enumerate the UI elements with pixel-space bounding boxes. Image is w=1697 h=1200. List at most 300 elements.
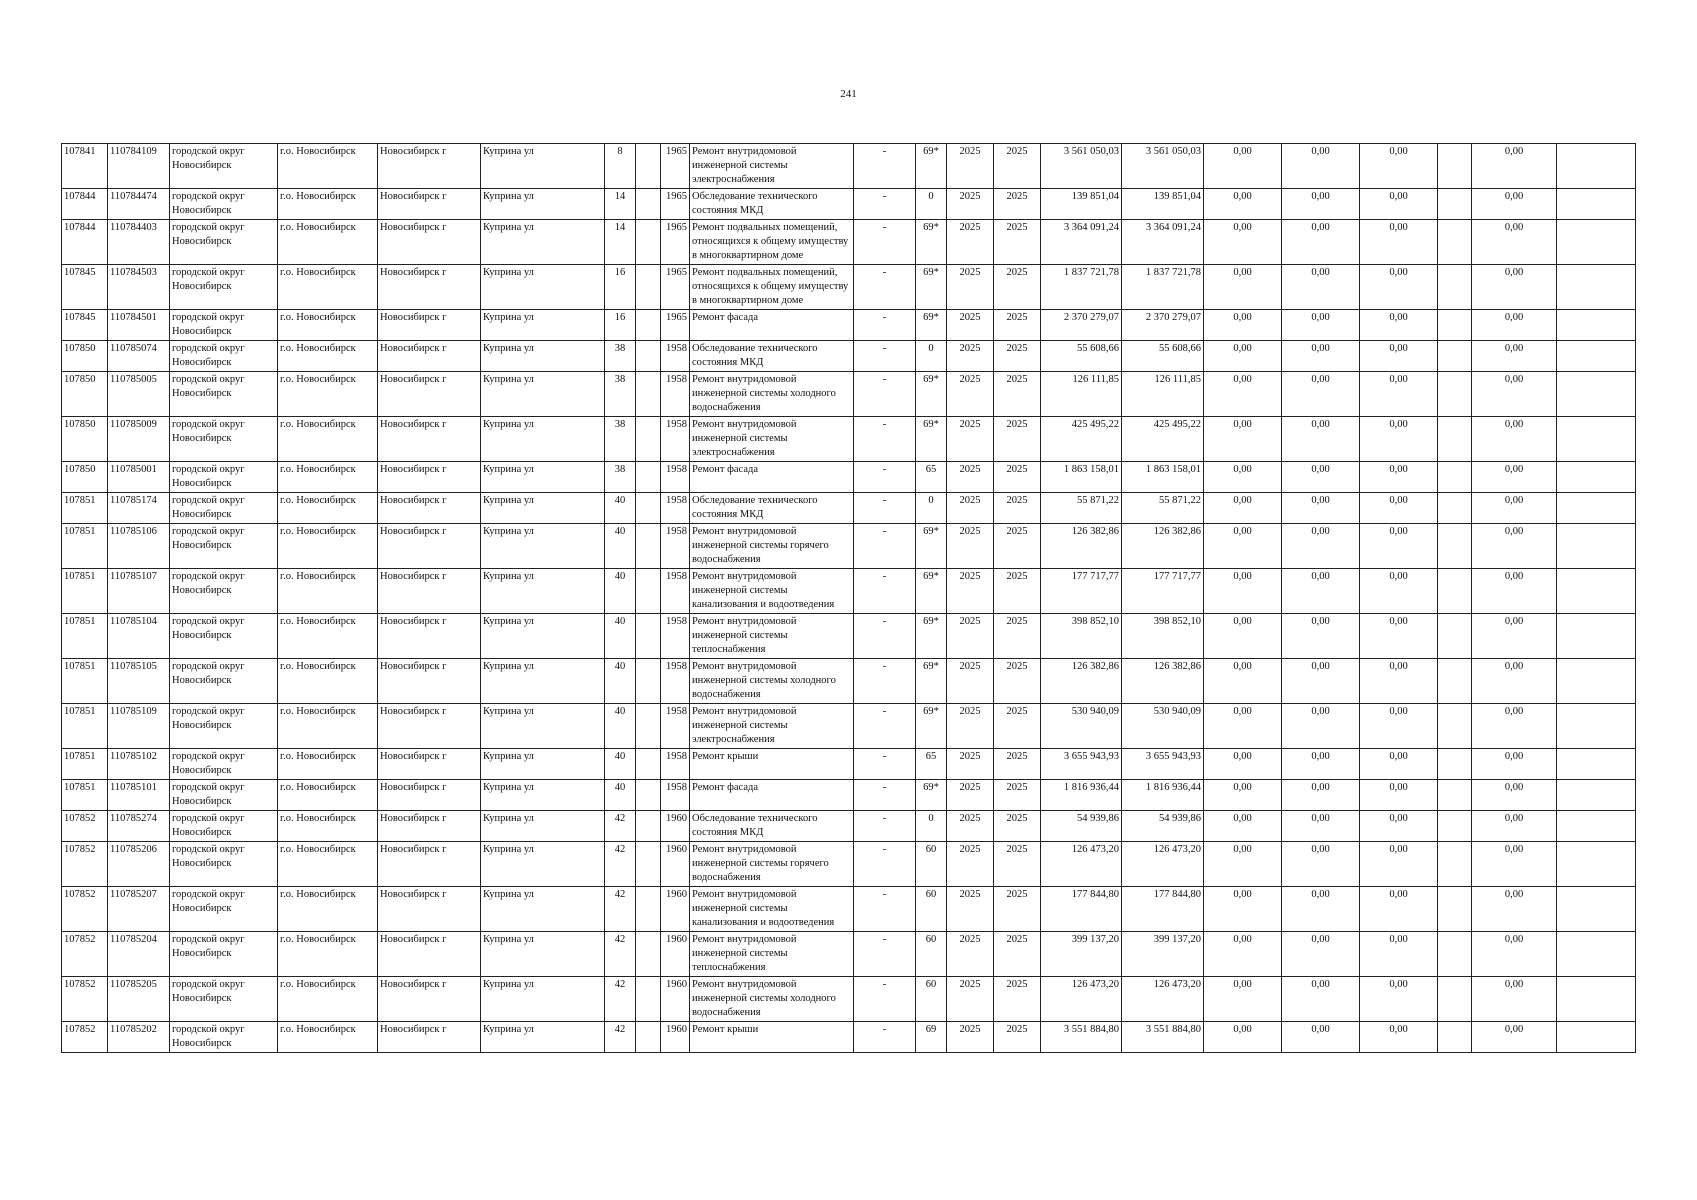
empty-cell: [1557, 780, 1636, 811]
amount-cell: 0,00: [1282, 493, 1360, 524]
municipality-cell: городской округ Новосибирск: [170, 341, 278, 372]
municipality-cell: городской округ Новосибирск: [170, 417, 278, 462]
wear-cell: 60: [916, 887, 947, 932]
table-row: [62, 811, 1636, 842]
amount-cell: 0,00: [1472, 462, 1557, 493]
municipality-cell: городской округ Новосибирск: [170, 932, 278, 977]
city-cell: Новосибирск г: [378, 372, 481, 417]
year-end-cell: 2025: [994, 265, 1041, 310]
amount-cell: 0,00: [1472, 341, 1557, 372]
house-number-cell: 42: [605, 932, 636, 977]
cost-fund-cell: 3 551 884,80: [1122, 1022, 1204, 1053]
cost-total-cell: 1 837 721,78: [1041, 265, 1122, 310]
object-id-cell: 107845: [62, 265, 108, 310]
city-cell: Новосибирск г: [378, 524, 481, 569]
amount-cell: 0,00: [1204, 341, 1282, 372]
dash-cell: -: [854, 462, 916, 493]
district-cell: г.о. Новосибирск: [278, 1022, 378, 1053]
amount-cell: 0,00: [1282, 811, 1360, 842]
street-cell: Куприна ул: [481, 310, 605, 341]
amount-cell: 0,00: [1204, 310, 1282, 341]
empty-cell: [1557, 842, 1636, 887]
amount-cell: 0,00: [1282, 144, 1360, 189]
amount-cell: 0,00: [1360, 569, 1438, 614]
house-number-cell: 38: [605, 372, 636, 417]
house-number-cell: 42: [605, 1022, 636, 1053]
year-built-cell: 1965: [661, 265, 690, 310]
work-id-cell: 110784109: [108, 144, 170, 189]
building-cell: [636, 842, 661, 887]
work-type-cell: Обследование технического состояния МКД: [690, 341, 854, 372]
object-id-cell: 107851: [62, 493, 108, 524]
empty-cell: [1557, 341, 1636, 372]
amount-cell: 0,00: [1204, 462, 1282, 493]
municipality-cell: городской округ Новосибирск: [170, 614, 278, 659]
empty-cell: [1557, 932, 1636, 977]
amount-cell: 0,00: [1472, 887, 1557, 932]
empty-cell: [1557, 1022, 1636, 1053]
empty-cell: [1438, 341, 1472, 372]
year-start-cell: 2025: [947, 614, 994, 659]
work-type-cell: Ремонт внутридомовой инженерной системы теплоснабжения: [690, 614, 854, 659]
city-cell: Новосибирск г: [378, 932, 481, 977]
empty-cell: [1557, 417, 1636, 462]
table-row: [62, 887, 1636, 932]
page-number: 241: [840, 88, 857, 100]
dash-cell: -: [854, 417, 916, 462]
work-id-cell: 110785101: [108, 780, 170, 811]
cost-fund-cell: 398 852,10: [1122, 614, 1204, 659]
year-built-cell: 1958: [661, 372, 690, 417]
district-cell: г.о. Новосибирск: [278, 780, 378, 811]
table-row: [62, 704, 1636, 749]
cost-total-cell: 126 473,20: [1041, 842, 1122, 887]
wear-cell: 69*: [916, 144, 947, 189]
dash-cell: -: [854, 842, 916, 887]
amount-cell: 0,00: [1282, 372, 1360, 417]
municipality-cell: городской округ Новосибирск: [170, 493, 278, 524]
empty-cell: [1557, 372, 1636, 417]
city-cell: Новосибирск г: [378, 341, 481, 372]
empty-cell: [1438, 493, 1472, 524]
object-id-cell: 107851: [62, 780, 108, 811]
cost-fund-cell: 126 382,86: [1122, 659, 1204, 704]
table-row: [62, 310, 1636, 341]
dash-cell: -: [854, 493, 916, 524]
object-id-cell: 107851: [62, 569, 108, 614]
dash-cell: -: [854, 372, 916, 417]
year-end-cell: 2025: [994, 659, 1041, 704]
municipality-cell: городской округ Новосибирск: [170, 704, 278, 749]
work-type-cell: Ремонт подвальных помещений, относящихся к общему имуществу в многоквартирном доме: [690, 265, 854, 310]
table-row: [62, 265, 1636, 310]
cost-total-cell: 177 717,77: [1041, 569, 1122, 614]
work-type-cell: Обследование технического состояния МКД: [690, 493, 854, 524]
district-cell: г.о. Новосибирск: [278, 887, 378, 932]
object-id-cell: 107850: [62, 417, 108, 462]
street-cell: Куприна ул: [481, 417, 605, 462]
municipality-cell: городской округ Новосибирск: [170, 569, 278, 614]
building-cell: [636, 417, 661, 462]
table-row: [62, 372, 1636, 417]
year-start-cell: 2025: [947, 704, 994, 749]
cost-total-cell: 3 655 943,93: [1041, 749, 1122, 780]
cost-total-cell: 177 844,80: [1041, 887, 1122, 932]
amount-cell: 0,00: [1472, 189, 1557, 220]
amount-cell: 0,00: [1472, 1022, 1557, 1053]
amount-cell: 0,00: [1204, 189, 1282, 220]
work-id-cell: 110785104: [108, 614, 170, 659]
year-end-cell: 2025: [994, 749, 1041, 780]
amount-cell: 0,00: [1204, 417, 1282, 462]
repair-register-table: [61, 143, 1636, 1053]
work-id-cell: 110785174: [108, 493, 170, 524]
cost-total-cell: 1 863 158,01: [1041, 462, 1122, 493]
empty-cell: [1438, 811, 1472, 842]
object-id-cell: 107844: [62, 220, 108, 265]
cost-fund-cell: 126 382,86: [1122, 524, 1204, 569]
city-cell: Новосибирск г: [378, 749, 481, 780]
work-type-cell: Ремонт внутридомовой инженерной системы электроснабжения: [690, 144, 854, 189]
wear-cell: 60: [916, 932, 947, 977]
cost-total-cell: 54 939,86: [1041, 811, 1122, 842]
empty-cell: [1557, 524, 1636, 569]
dash-cell: -: [854, 932, 916, 977]
empty-cell: [1557, 144, 1636, 189]
work-type-cell: Ремонт внутридомовой инженерной системы горячего водоснабжения: [690, 842, 854, 887]
amount-cell: 0,00: [1472, 659, 1557, 704]
amount-cell: 0,00: [1204, 220, 1282, 265]
cost-fund-cell: 530 940,09: [1122, 704, 1204, 749]
year-start-cell: 2025: [947, 1022, 994, 1053]
amount-cell: 0,00: [1204, 704, 1282, 749]
work-id-cell: 110784503: [108, 265, 170, 310]
wear-cell: 69*: [916, 417, 947, 462]
house-number-cell: 42: [605, 811, 636, 842]
amount-cell: 0,00: [1204, 524, 1282, 569]
city-cell: Новосибирск г: [378, 310, 481, 341]
amount-cell: 0,00: [1282, 704, 1360, 749]
work-type-cell: Ремонт фасада: [690, 310, 854, 341]
amount-cell: 0,00: [1282, 189, 1360, 220]
district-cell: г.о. Новосибирск: [278, 811, 378, 842]
table-row: [62, 569, 1636, 614]
cost-total-cell: 1 816 936,44: [1041, 780, 1122, 811]
cost-total-cell: 3 561 050,03: [1041, 144, 1122, 189]
house-number-cell: 40: [605, 704, 636, 749]
house-number-cell: 40: [605, 780, 636, 811]
year-end-cell: 2025: [994, 493, 1041, 524]
dash-cell: -: [854, 749, 916, 780]
street-cell: Куприна ул: [481, 1022, 605, 1053]
building-cell: [636, 1022, 661, 1053]
cost-fund-cell: 177 844,80: [1122, 887, 1204, 932]
street-cell: Куприна ул: [481, 887, 605, 932]
wear-cell: 0: [916, 493, 947, 524]
amount-cell: 0,00: [1360, 220, 1438, 265]
amount-cell: 0,00: [1360, 493, 1438, 524]
year-end-cell: 2025: [994, 780, 1041, 811]
building-cell: [636, 493, 661, 524]
year-built-cell: 1960: [661, 932, 690, 977]
cost-total-cell: 126 382,86: [1041, 659, 1122, 704]
empty-cell: [1438, 842, 1472, 887]
year-start-cell: 2025: [947, 811, 994, 842]
amount-cell: 0,00: [1282, 462, 1360, 493]
district-cell: г.о. Новосибирск: [278, 932, 378, 977]
year-built-cell: 1960: [661, 977, 690, 1022]
work-id-cell: 110785204: [108, 932, 170, 977]
wear-cell: 0: [916, 811, 947, 842]
empty-cell: [1438, 977, 1472, 1022]
wear-cell: 69*: [916, 220, 947, 265]
work-id-cell: 110785207: [108, 887, 170, 932]
work-id-cell: 110785105: [108, 659, 170, 704]
object-id-cell: 107850: [62, 462, 108, 493]
wear-cell: 0: [916, 189, 947, 220]
empty-cell: [1438, 659, 1472, 704]
dash-cell: -: [854, 977, 916, 1022]
year-built-cell: 1958: [661, 524, 690, 569]
municipality-cell: городской округ Новосибирск: [170, 842, 278, 887]
year-end-cell: 2025: [994, 704, 1041, 749]
street-cell: Куприна ул: [481, 220, 605, 265]
empty-cell: [1557, 887, 1636, 932]
amount-cell: 0,00: [1360, 372, 1438, 417]
amount-cell: 0,00: [1472, 704, 1557, 749]
amount-cell: 0,00: [1360, 659, 1438, 704]
amount-cell: 0,00: [1472, 524, 1557, 569]
empty-cell: [1557, 220, 1636, 265]
street-cell: Куприна ул: [481, 341, 605, 372]
municipality-cell: городской округ Новосибирск: [170, 220, 278, 265]
district-cell: г.о. Новосибирск: [278, 614, 378, 659]
year-built-cell: 1960: [661, 842, 690, 887]
cost-fund-cell: 3 655 943,93: [1122, 749, 1204, 780]
amount-cell: 0,00: [1472, 220, 1557, 265]
municipality-cell: городской округ Новосибирск: [170, 310, 278, 341]
amount-cell: 0,00: [1360, 614, 1438, 659]
empty-cell: [1557, 265, 1636, 310]
dash-cell: -: [854, 341, 916, 372]
amount-cell: 0,00: [1282, 932, 1360, 977]
table-row: [62, 749, 1636, 780]
empty-cell: [1438, 614, 1472, 659]
object-id-cell: 107851: [62, 704, 108, 749]
year-start-cell: 2025: [947, 310, 994, 341]
dash-cell: -: [854, 569, 916, 614]
year-end-cell: 2025: [994, 569, 1041, 614]
wear-cell: 69*: [916, 614, 947, 659]
amount-cell: 0,00: [1282, 659, 1360, 704]
street-cell: Куприна ул: [481, 811, 605, 842]
year-start-cell: 2025: [947, 932, 994, 977]
amount-cell: 0,00: [1360, 749, 1438, 780]
municipality-cell: городской округ Новосибирск: [170, 265, 278, 310]
year-built-cell: 1965: [661, 310, 690, 341]
object-id-cell: 107850: [62, 372, 108, 417]
year-start-cell: 2025: [947, 144, 994, 189]
street-cell: Куприна ул: [481, 932, 605, 977]
municipality-cell: городской округ Новосибирск: [170, 811, 278, 842]
dash-cell: -: [854, 704, 916, 749]
object-id-cell: 107841: [62, 144, 108, 189]
empty-cell: [1438, 887, 1472, 932]
amount-cell: 0,00: [1360, 310, 1438, 341]
work-type-cell: Ремонт внутридомовой инженерной системы теплоснабжения: [690, 932, 854, 977]
table-row: [62, 977, 1636, 1022]
dash-cell: -: [854, 811, 916, 842]
city-cell: Новосибирск г: [378, 780, 481, 811]
amount-cell: 0,00: [1360, 704, 1438, 749]
house-number-cell: 14: [605, 189, 636, 220]
amount-cell: 0,00: [1204, 614, 1282, 659]
city-cell: Новосибирск г: [378, 704, 481, 749]
work-id-cell: 110785009: [108, 417, 170, 462]
house-number-cell: 14: [605, 220, 636, 265]
wear-cell: 60: [916, 977, 947, 1022]
amount-cell: 0,00: [1360, 144, 1438, 189]
amount-cell: 0,00: [1282, 614, 1360, 659]
amount-cell: 0,00: [1204, 842, 1282, 887]
amount-cell: 0,00: [1360, 265, 1438, 310]
cost-fund-cell: 2 370 279,07: [1122, 310, 1204, 341]
year-end-cell: 2025: [994, 887, 1041, 932]
house-number-cell: 38: [605, 341, 636, 372]
year-start-cell: 2025: [947, 524, 994, 569]
street-cell: Куприна ул: [481, 842, 605, 887]
work-type-cell: Ремонт внутридомовой инженерной системы холодного водоснабжения: [690, 659, 854, 704]
municipality-cell: городской округ Новосибирск: [170, 144, 278, 189]
work-type-cell: Ремонт внутридомовой инженерной системы горячего водоснабжения: [690, 524, 854, 569]
district-cell: г.о. Новосибирск: [278, 310, 378, 341]
amount-cell: 0,00: [1360, 341, 1438, 372]
year-end-cell: 2025: [994, 310, 1041, 341]
year-end-cell: 2025: [994, 811, 1041, 842]
year-end-cell: 2025: [994, 932, 1041, 977]
district-cell: г.о. Новосибирск: [278, 524, 378, 569]
empty-cell: [1438, 310, 1472, 341]
municipality-cell: городской округ Новосибирск: [170, 524, 278, 569]
year-start-cell: 2025: [947, 265, 994, 310]
year-built-cell: 1958: [661, 780, 690, 811]
amount-cell: 0,00: [1282, 265, 1360, 310]
street-cell: Куприна ул: [481, 614, 605, 659]
street-cell: Куприна ул: [481, 493, 605, 524]
amount-cell: 0,00: [1282, 842, 1360, 887]
amount-cell: 0,00: [1472, 749, 1557, 780]
city-cell: Новосибирск г: [378, 189, 481, 220]
year-end-cell: 2025: [994, 614, 1041, 659]
building-cell: [636, 659, 661, 704]
amount-cell: 0,00: [1472, 842, 1557, 887]
dash-cell: -: [854, 524, 916, 569]
year-built-cell: 1958: [661, 659, 690, 704]
empty-cell: [1438, 1022, 1472, 1053]
empty-cell: [1557, 493, 1636, 524]
district-cell: г.о. Новосибирск: [278, 493, 378, 524]
city-cell: Новосибирск г: [378, 659, 481, 704]
empty-cell: [1557, 189, 1636, 220]
building-cell: [636, 749, 661, 780]
empty-cell: [1438, 524, 1472, 569]
building-cell: [636, 977, 661, 1022]
house-number-cell: 38: [605, 417, 636, 462]
building-cell: [636, 524, 661, 569]
municipality-cell: городской округ Новосибирск: [170, 780, 278, 811]
table-row: [62, 842, 1636, 887]
city-cell: Новосибирск г: [378, 265, 481, 310]
amount-cell: 0,00: [1360, 417, 1438, 462]
amount-cell: 0,00: [1282, 524, 1360, 569]
cost-total-cell: 126 473,20: [1041, 977, 1122, 1022]
object-id-cell: 107844: [62, 189, 108, 220]
district-cell: г.о. Новосибирск: [278, 189, 378, 220]
street-cell: Куприна ул: [481, 372, 605, 417]
year-end-cell: 2025: [994, 462, 1041, 493]
work-type-cell: Ремонт крыши: [690, 1022, 854, 1053]
dash-cell: -: [854, 659, 916, 704]
building-cell: [636, 310, 661, 341]
amount-cell: 0,00: [1360, 189, 1438, 220]
work-type-cell: Ремонт внутридомовой инженерной системы электроснабжения: [690, 417, 854, 462]
dash-cell: -: [854, 310, 916, 341]
year-end-cell: 2025: [994, 977, 1041, 1022]
amount-cell: 0,00: [1472, 977, 1557, 1022]
municipality-cell: городской округ Новосибирск: [170, 372, 278, 417]
amount-cell: 0,00: [1360, 811, 1438, 842]
year-start-cell: 2025: [947, 189, 994, 220]
amount-cell: 0,00: [1282, 749, 1360, 780]
amount-cell: 0,00: [1204, 749, 1282, 780]
building-cell: [636, 144, 661, 189]
district-cell: г.о. Новосибирск: [278, 220, 378, 265]
amount-cell: 0,00: [1282, 887, 1360, 932]
cost-total-cell: 398 852,10: [1041, 614, 1122, 659]
street-cell: Куприна ул: [481, 780, 605, 811]
city-cell: Новосибирск г: [378, 493, 481, 524]
street-cell: Куприна ул: [481, 189, 605, 220]
year-end-cell: 2025: [994, 842, 1041, 887]
house-number-cell: 40: [605, 749, 636, 780]
work-type-cell: Ремонт внутридомовой инженерной системы канализования и водоотведения: [690, 569, 854, 614]
year-start-cell: 2025: [947, 977, 994, 1022]
empty-cell: [1438, 462, 1472, 493]
empty-cell: [1438, 704, 1472, 749]
amount-cell: 0,00: [1204, 372, 1282, 417]
city-cell: Новосибирск г: [378, 1022, 481, 1053]
cost-fund-cell: 55 608,66: [1122, 341, 1204, 372]
empty-cell: [1557, 310, 1636, 341]
street-cell: Куприна ул: [481, 977, 605, 1022]
year-start-cell: 2025: [947, 341, 994, 372]
amount-cell: 0,00: [1472, 310, 1557, 341]
table-row: [62, 462, 1636, 493]
table-row: [62, 220, 1636, 265]
city-cell: Новосибирск г: [378, 462, 481, 493]
cost-fund-cell: 55 871,22: [1122, 493, 1204, 524]
year-built-cell: 1958: [661, 614, 690, 659]
district-cell: г.о. Новосибирск: [278, 842, 378, 887]
amount-cell: 0,00: [1472, 614, 1557, 659]
house-number-cell: 8: [605, 144, 636, 189]
table-row: [62, 1022, 1636, 1053]
work-id-cell: 110784474: [108, 189, 170, 220]
year-built-cell: 1965: [661, 189, 690, 220]
cost-fund-cell: 126 111,85: [1122, 372, 1204, 417]
year-start-cell: 2025: [947, 220, 994, 265]
wear-cell: 69*: [916, 372, 947, 417]
